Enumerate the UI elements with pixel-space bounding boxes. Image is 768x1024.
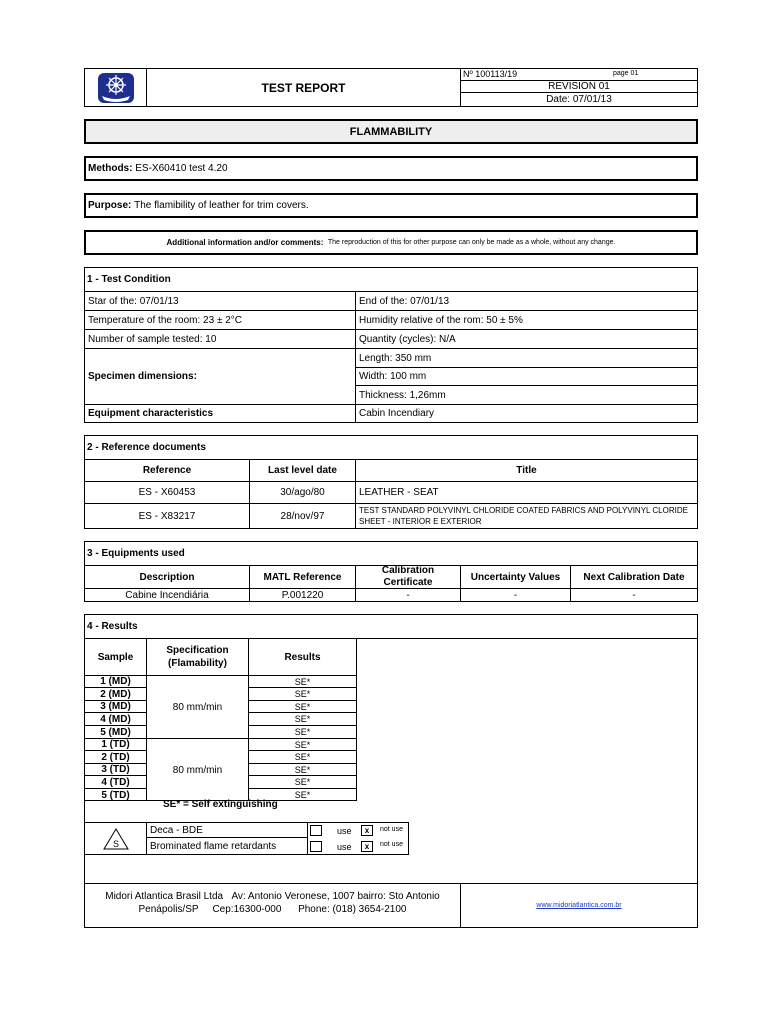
ref-row-1-date: 30/ago/80 — [250, 482, 356, 504]
equip-col-calibration: Calibration Certificate — [356, 566, 461, 589]
revision: REVISION 01 — [461, 81, 697, 93]
results-table — [85, 639, 357, 801]
report-title: TEST REPORT — [147, 69, 461, 106]
substance-2-name: Brominated flame retardants — [146, 838, 308, 855]
results-col-specification: Specification (Flamability) — [147, 639, 249, 676]
sample-label: 4 (MD) — [85, 713, 147, 726]
test-condition-grid — [85, 292, 697, 422]
purpose-value: The flamibility of leather for trim covers. — [134, 200, 309, 211]
footer-line-1 — [85, 890, 460, 903]
spec-td-value: 80 mm/min — [147, 739, 249, 801]
spec-md-value: 80 mm/min — [147, 676, 249, 739]
ref-row-1-reference: ES - X60453 — [85, 482, 250, 504]
methods-row — [84, 156, 698, 181]
substance-checkbox-frame — [307, 822, 409, 855]
sample-label: 2 (TD) — [85, 751, 147, 764]
test-condition-heading: 1 - Test Condition — [85, 268, 697, 292]
sample-label: 3 (TD) — [85, 764, 147, 776]
sample-result: SE* — [249, 739, 356, 751]
sample-result: SE* — [249, 751, 356, 764]
specimen-length: Length: 350 mm — [356, 349, 697, 368]
logo — [85, 69, 147, 106]
sample-result: SE* — [249, 713, 356, 726]
additional-info-value: The reproduction of this for other purpose can only be made as a whole, without any change. — [327, 239, 616, 246]
ref-col-last-level-date: Last level date — [250, 460, 356, 482]
ref-row-2-date: 28/nov/97 — [250, 504, 356, 528]
quantity-cycles: Quantity (cycles): N/A — [356, 330, 697, 349]
sample-label: 4 (TD) — [85, 776, 147, 789]
substance-2-not-use-label: not use — [380, 841, 403, 848]
sample-label: 5 (MD) — [85, 726, 147, 739]
equip-row-description: Cabine Incendiária — [85, 589, 250, 601]
results-col-sample: Sample — [85, 639, 147, 676]
sample-result: SE* — [249, 701, 356, 713]
section-title: FLAMMABILITY — [84, 119, 698, 144]
sample-result: SE* — [294, 790, 311, 800]
substance-1-use-label: use — [337, 826, 352, 836]
ref-col-title: Title — [356, 460, 697, 482]
substance-warning — [85, 822, 147, 855]
equip-col-next-calibration: Next Calibration Date — [571, 566, 697, 589]
specimen-width: Width: 100 mm — [356, 368, 697, 386]
ref-row-1-title: LEATHER - SEAT — [356, 482, 697, 504]
equip-row-next-calibration: - — [632, 589, 636, 601]
equipment-characteristics-value: Cabin Incendiary — [359, 408, 435, 419]
sample-label: 1 (MD) — [85, 676, 147, 688]
sample-label: 2 (MD) — [85, 688, 147, 701]
sample-label: 1 (TD) — [85, 739, 147, 751]
footer-line-2 — [85, 903, 460, 916]
equipments-section — [84, 541, 698, 602]
footer-company: Midori Atlantica Brasil Ltda — [105, 891, 224, 902]
substance-1-name: Deca - BDE — [146, 822, 308, 838]
footer-cep: Cep:16300-000 — [212, 904, 282, 915]
sample-result: SE* — [249, 676, 356, 688]
results-col-results: Results — [249, 639, 356, 676]
additional-info-row — [84, 230, 698, 255]
equip-col-matl-reference: MATL Reference — [250, 566, 356, 589]
ref-row-2-reference: ES - X83217 — [85, 504, 250, 528]
sample-result: SE* — [249, 776, 356, 789]
footer-website-link[interactable]: www.midoriatlantica.com.br — [536, 902, 622, 909]
additional-info-label: Additional information and/or comments: — [166, 238, 324, 247]
equipment-characteristics-label: Equipment characteristics — [85, 405, 356, 422]
equipments-heading: 3 - Equipments used — [85, 542, 697, 566]
equip-row-calibration: - — [356, 589, 461, 601]
samples-tested: Number of sample tested: 10 — [85, 330, 356, 349]
footer-address: Av: Antonio Veronese, 1007 bairro: Sto Antonio — [231, 891, 440, 902]
equip-row-uncertainty: - — [461, 589, 571, 601]
relative-humidity: Humidity relative of the rom: 50 ± 5% — [356, 311, 697, 330]
substance-1-not-use-label: not use — [380, 826, 403, 833]
substance-2-use-label: use — [337, 842, 352, 852]
page-number: page 01 — [613, 70, 639, 77]
sample-label: 3 (MD) — [85, 701, 147, 713]
start-date: Star of the: 07/01/13 — [85, 292, 356, 311]
report-number-row — [461, 69, 697, 81]
end-date: End of the: 07/01/13 — [356, 292, 697, 311]
specimen-thickness: Thickness: 1,26mm — [356, 386, 697, 405]
reference-docs-heading: 2 - Reference documents — [85, 436, 697, 460]
equip-col-description: Description — [85, 566, 250, 589]
sample-result: SE* — [249, 688, 356, 701]
footer-city: Penápolis/SP — [138, 904, 199, 915]
footer-phone: Phone: (018) 3654-2100 — [298, 904, 407, 915]
test-condition-section — [84, 267, 698, 423]
sample-result: SE* — [249, 764, 356, 776]
results-heading: 4 - Results — [85, 615, 697, 639]
substance-1-not-use-checkbox[interactable]: x — [361, 825, 373, 836]
reference-docs-section — [84, 435, 698, 529]
equip-col-uncertainty: Uncertainty Values — [461, 566, 571, 589]
substance-2-not-use-checkbox[interactable]: x — [361, 841, 373, 852]
purpose-label: Purpose: — [88, 200, 132, 211]
ref-col-reference: Reference — [85, 460, 250, 482]
sample-label: 5 (TD) — [85, 789, 147, 801]
room-temperature: Temperature of the room: 23 ± 2°C — [85, 311, 356, 330]
report-date: Date: 07/01/13 — [546, 94, 612, 105]
footer-address-block — [85, 884, 461, 927]
warning-symbol-letter: S — [113, 839, 120, 849]
sample-result: SE* — [249, 726, 356, 739]
report-number: Nº 100113/19 — [463, 69, 518, 79]
report-header — [84, 68, 698, 107]
ship-wheel-logo-icon — [97, 72, 135, 104]
methods-label: Methods: — [88, 163, 133, 174]
equip-row-matl-reference: P.001220 — [250, 589, 356, 601]
results-section — [84, 614, 698, 928]
methods-value: ES-X60410 test 4.20 — [135, 163, 228, 174]
purpose-row — [84, 193, 698, 218]
specimen-dimensions-label: Specimen dimensions: — [85, 349, 356, 405]
ref-row-2-title: TEST STANDARD POLYVINYL CHLORIDE COATED FABRICS AND POLYVINYL CLORIDE SHEET - INTERIOR E EXTERIOR — [359, 506, 688, 526]
results-footnote: SE* = Self extinguishing — [163, 799, 278, 810]
